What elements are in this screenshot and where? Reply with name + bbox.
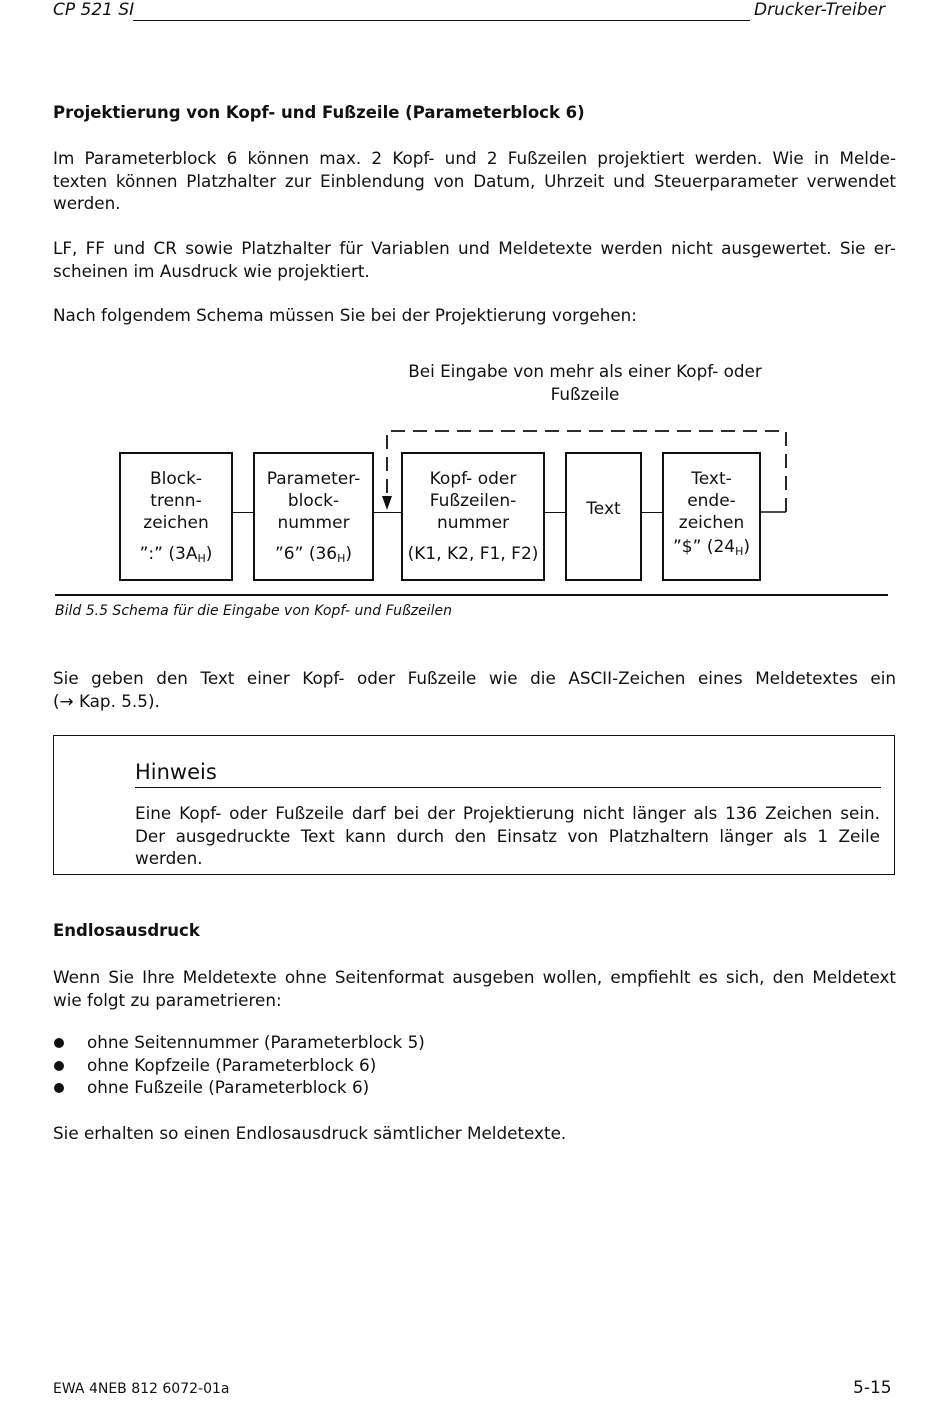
paragraph-endlos — [53, 966, 896, 1011]
text-line: trenn- — [150, 491, 202, 511]
text-line: Text — [586, 499, 621, 519]
text-line: Der ausgedruckte Text kann durch den Einsatz von Platzhaltern länger als 1 Zeile — [135, 825, 880, 846]
note-title-rule — [135, 787, 881, 788]
text-line: nummer — [436, 513, 510, 533]
code-line: ”:” $(3A_H)$ — [139, 544, 213, 565]
box-text — [565, 452, 642, 581]
bullet-dot — [54, 1083, 64, 1093]
text-line: Kopf- oder — [429, 469, 517, 489]
note-box — [53, 735, 895, 875]
text-line: werden. — [53, 193, 121, 213]
text-line: Text- — [691, 469, 732, 489]
text-line: werden. — [135, 848, 203, 868]
text-line: LF, FF und CR sowie Platzhalter für Variablen und Meldetexte werden nicht ausgewertet. Sie er- — [53, 238, 896, 258]
box-textendezeichen — [662, 452, 761, 581]
header-left: CP 521 SI — [53, 0, 135, 20]
note-title: Hinweis — [135, 760, 217, 784]
arrow-down-icon — [382, 496, 392, 510]
section-title-endlosausdruck: Endlosausdruck — [53, 921, 200, 940]
text-line: Bei Eingabe von mehr als einer Kopf- oder — [408, 361, 762, 381]
text-line: zeichen — [678, 513, 745, 533]
text-line: Wenn Sie Ihre Meldetexte ohne Seitenformat ausgeben wollen, empfiehlt es sich, den Meldetext — [53, 967, 896, 987]
text-line: Im Parameterblock 6 können max. 2 Kopf- und 2 Fußzeilen projektiert werden. Wie in Melde- — [53, 148, 896, 168]
connector — [373, 512, 402, 513]
paragraph-ascii — [53, 667, 896, 712]
text-line: Parameter- — [266, 469, 361, 489]
list-item: ohne Fußzeile (Parameterblock 6) — [87, 1077, 370, 1097]
footer-page-number: 5-15 — [853, 1378, 892, 1398]
text-line: Block- — [149, 469, 203, 489]
code-line: ”6” $(36_H)$ — [274, 544, 353, 565]
bullet-dot — [54, 1061, 64, 1071]
box-kopf-fusszeilennummer — [401, 452, 545, 581]
figure-caption: Bild 5.5 Schema für die Eingabe von Kopf- und Fußzeilen — [55, 603, 453, 619]
box-parameterblocknummer — [253, 452, 374, 581]
paragraph-closing: Sie erhalten so einen Endlosausdruck sämtlicher Meldetexte. — [53, 1123, 567, 1143]
footer-doc-id: EWA 4NEB 812 6072-01a — [53, 1381, 230, 1397]
text-line: Fußzeilen- — [429, 491, 517, 511]
text-line: nummer — [277, 513, 350, 533]
code-line: ”$” $(24_H)$ — [672, 537, 751, 558]
text-line: (→ Kap. 5.5). — [53, 690, 160, 711]
text-line: Eine Kopf- oder Fußzeile darf bei der Projektierung nicht länger als 136 Zeichen sein. — [135, 803, 880, 823]
list-item: ohne Seitennummer (Parameterblock 5) — [87, 1032, 425, 1052]
text-line: Fußzeile — [550, 383, 620, 404]
text-line: scheinen im Ausdruck wie projektiert. — [53, 260, 370, 281]
bullet-dot — [54, 1038, 64, 1048]
box-blocktrennzeichen — [119, 452, 233, 581]
text-line: wie folgt zu parametrieren: — [53, 989, 282, 1010]
figure-rule — [55, 594, 888, 596]
connector — [544, 512, 566, 513]
text-line: zeichen — [143, 513, 209, 533]
paragraph-schema-intro: Nach folgendem Schema müssen Sie bei der Projektierung vorgehen: — [53, 305, 637, 325]
text-line: texten können Platzhalter zur Einblendung von Datum, Uhrzeit und Steuerparameter verwendet — [53, 170, 896, 191]
header-right: Drucker-Treiber — [754, 0, 885, 20]
connector — [641, 512, 663, 513]
section-title-kopf-fusszeile: Projektierung von Kopf- und Fußzeile (Parameterblock 6) — [53, 103, 585, 122]
code-line: (K1, K2, F1, F2) — [407, 544, 539, 564]
connector — [232, 512, 254, 513]
note-text — [135, 802, 880, 870]
text-line: Sie geben den Text einer Kopf- oder Fußzeile wie die ASCII-Zeichen eines Meldetextes ein — [53, 668, 896, 688]
list-item: ohne Kopfzeile (Parameterblock 6) — [87, 1055, 377, 1075]
text-line: block- — [287, 491, 340, 511]
text-line: ende- — [687, 491, 736, 511]
